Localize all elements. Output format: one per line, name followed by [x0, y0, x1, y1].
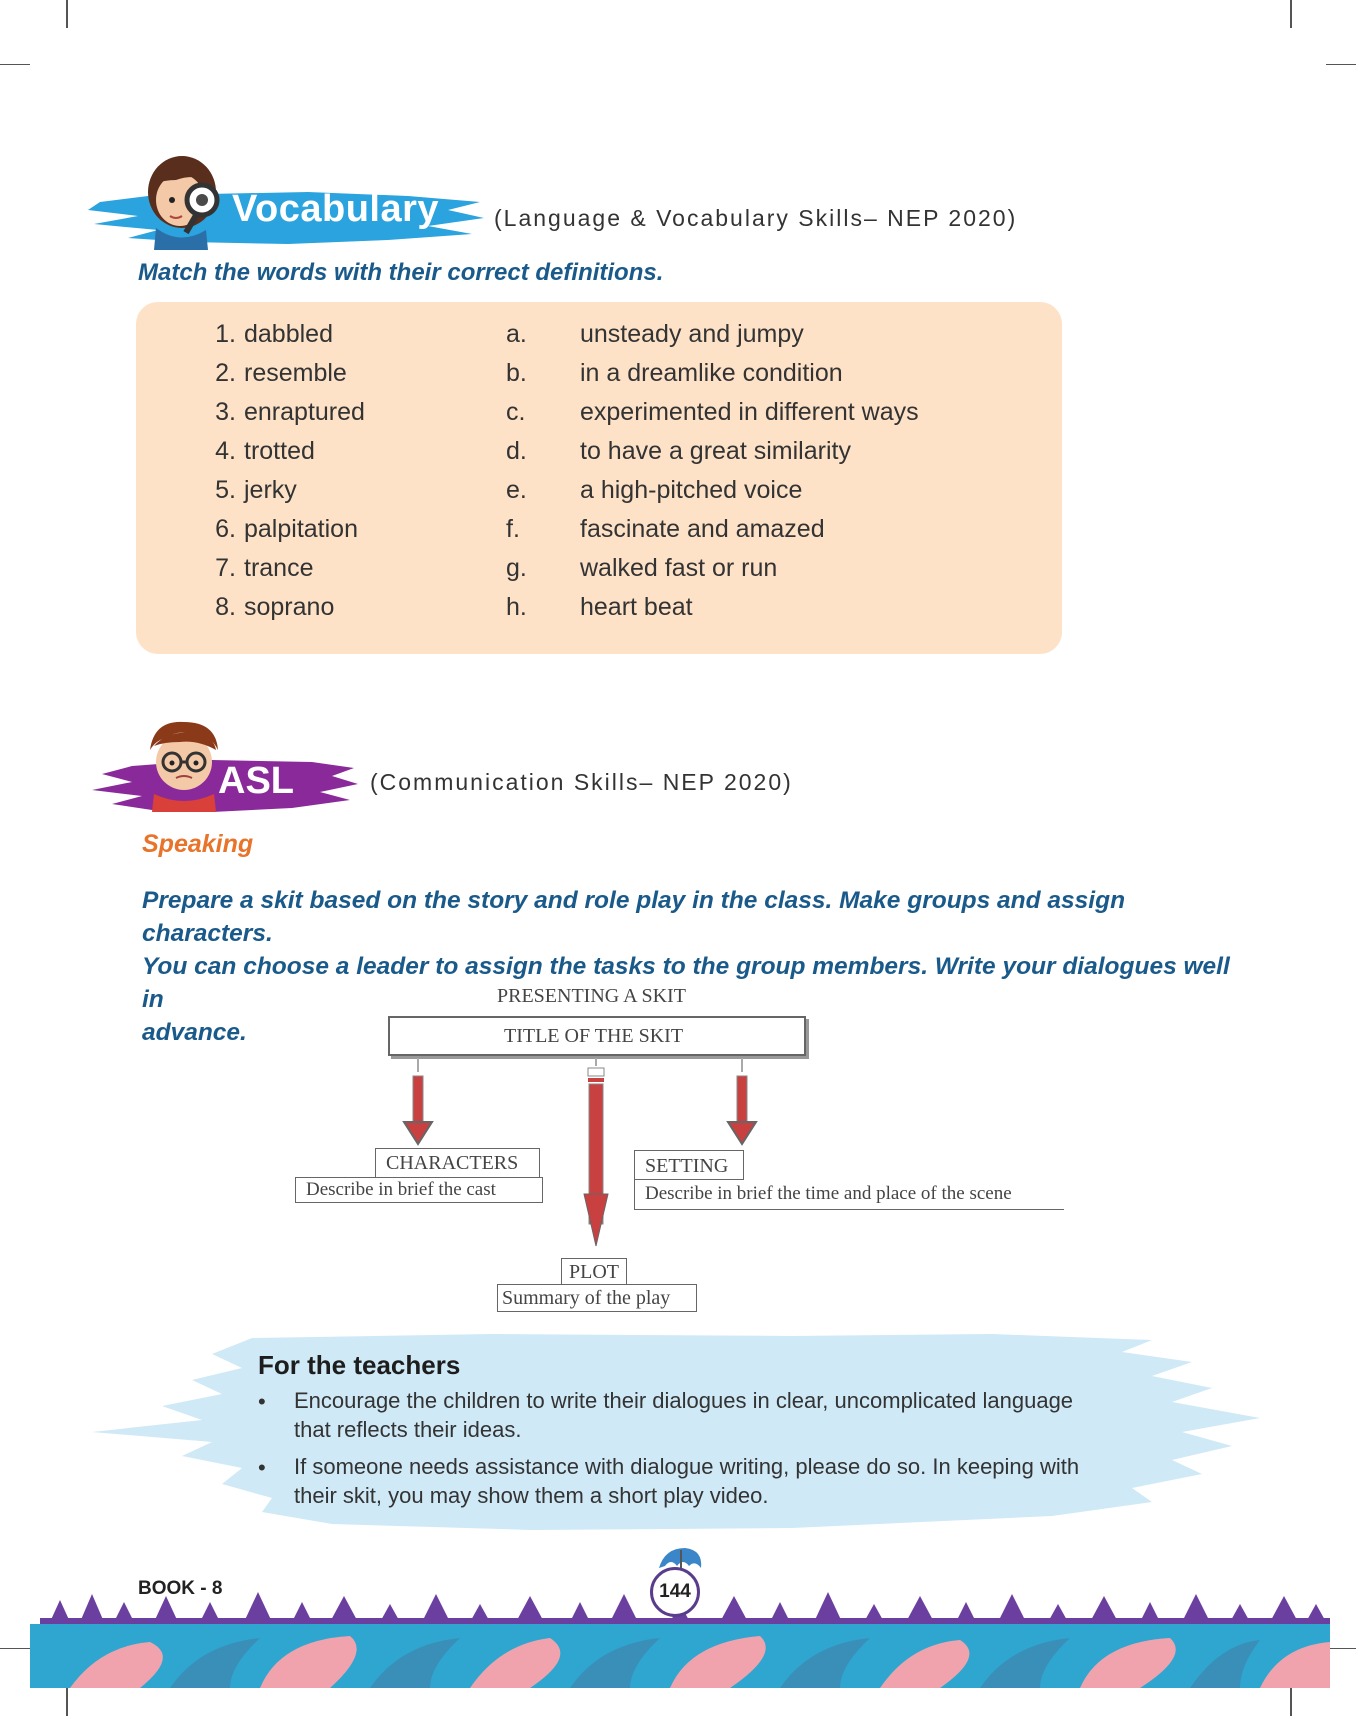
plot-label: PLOT	[561, 1258, 627, 1285]
girl-magnifier-icon	[136, 150, 230, 250]
match-box	[136, 302, 1062, 654]
bullet-line: Encourage the children to write their dialogues in clear, uncomplicated language	[294, 1388, 1074, 1413]
match-letter: f.	[506, 515, 520, 543]
diagram-heading: PRESENTING A SKIT	[497, 985, 686, 1007]
characters-label: CHARACTERS	[375, 1148, 540, 1178]
bullet-line: that reflects their ideas.	[294, 1417, 522, 1442]
bullet-icon: •	[258, 1389, 266, 1414]
asl-instruction-line: You can choose a leader to assign the tasks to the group members. Write your dialogues well in	[142, 953, 1230, 1013]
speaking-subheading: Speaking	[142, 830, 254, 858]
match-definition: to have a great similarity	[580, 437, 851, 465]
crop-mark	[66, 1688, 68, 1716]
page-number: 144	[650, 1567, 700, 1617]
match-word: trance	[244, 554, 314, 582]
crop-mark	[1326, 1648, 1356, 1649]
crop-mark	[66, 0, 68, 28]
match-number: 5.	[215, 476, 236, 504]
match-definition: unsteady and jumpy	[580, 320, 804, 348]
match-definition: heart beat	[580, 593, 693, 621]
match-row	[136, 515, 1036, 551]
match-letter: d.	[506, 437, 527, 465]
match-word: soprano	[244, 593, 335, 621]
crop-mark	[1326, 64, 1356, 65]
match-row	[136, 359, 1036, 395]
match-definition: a high-pitched voice	[580, 476, 803, 504]
crop-mark	[1290, 0, 1292, 28]
match-letter: b.	[506, 359, 527, 387]
match-row	[136, 437, 1036, 473]
match-definition: walked fast or run	[580, 554, 778, 582]
match-number: 7.	[215, 554, 236, 582]
asl-instruction-line: Prepare a skit based on the story and role play in the class. Make groups and assign characters.	[142, 887, 1126, 947]
teachers-note-bullet	[294, 1386, 1134, 1444]
match-number: 1.	[215, 320, 236, 348]
match-letter: h.	[506, 593, 527, 621]
bullet-icon: •	[258, 1455, 266, 1480]
crop-mark	[0, 64, 30, 65]
vocabulary-skill-note: (Language & Vocabulary Skills– NEP 2020)	[494, 205, 1018, 231]
match-word: palpitation	[244, 515, 358, 543]
match-letter: c.	[506, 398, 526, 426]
characters-description: Describe in brief the cast	[295, 1177, 543, 1203]
teachers-note-bullet	[294, 1452, 1134, 1510]
match-word: trotted	[244, 437, 315, 465]
boy-glasses-icon	[140, 716, 226, 812]
match-number: 6.	[215, 515, 236, 543]
match-word: dabbled	[244, 320, 333, 348]
match-row	[136, 320, 1036, 356]
setting-description: Describe in brief the time and place of the scene	[634, 1180, 1064, 1210]
match-row	[136, 398, 1036, 434]
diagram-title-box: TITLE OF THE SKIT	[388, 1016, 806, 1056]
match-word: resemble	[244, 359, 347, 387]
book-label: BOOK - 8	[138, 1578, 223, 1599]
match-row	[136, 476, 1036, 512]
match-number: 8.	[215, 593, 236, 621]
crop-mark	[0, 1648, 30, 1649]
bullet-line: If someone needs assistance with dialogue writing, please do so. In keeping with	[294, 1454, 1080, 1479]
vocabulary-instruction: Match the words with their correct definitions.	[138, 259, 664, 286]
crop-mark	[1290, 1688, 1292, 1716]
match-row	[136, 554, 1036, 590]
vocabulary-title: Vocabulary	[232, 188, 440, 230]
match-letter: g.	[506, 554, 527, 582]
match-definition: in a dreamlike condition	[580, 359, 843, 387]
match-word: jerky	[244, 476, 297, 504]
match-definition: experimented in different ways	[580, 398, 919, 426]
plot-description: Summary of the play	[497, 1284, 697, 1312]
asl-skill-note: (Communication Skills– NEP 2020)	[370, 769, 793, 795]
setting-label: SETTING	[634, 1150, 744, 1180]
asl-title: ASL	[218, 760, 294, 802]
match-letter: e.	[506, 476, 527, 504]
match-row	[136, 593, 1036, 629]
match-letter: a.	[506, 320, 527, 348]
asl-instruction-line: advance.	[142, 1019, 247, 1046]
teachers-note-title: For the teachers	[258, 1350, 461, 1380]
match-number: 3.	[215, 398, 236, 426]
match-definition: fascinate and amazed	[580, 515, 825, 543]
match-number: 4.	[215, 437, 236, 465]
match-word: enraptured	[244, 398, 365, 426]
match-number: 2.	[215, 359, 236, 387]
bullet-line: their skit, you may show them a short play video.	[294, 1483, 769, 1508]
